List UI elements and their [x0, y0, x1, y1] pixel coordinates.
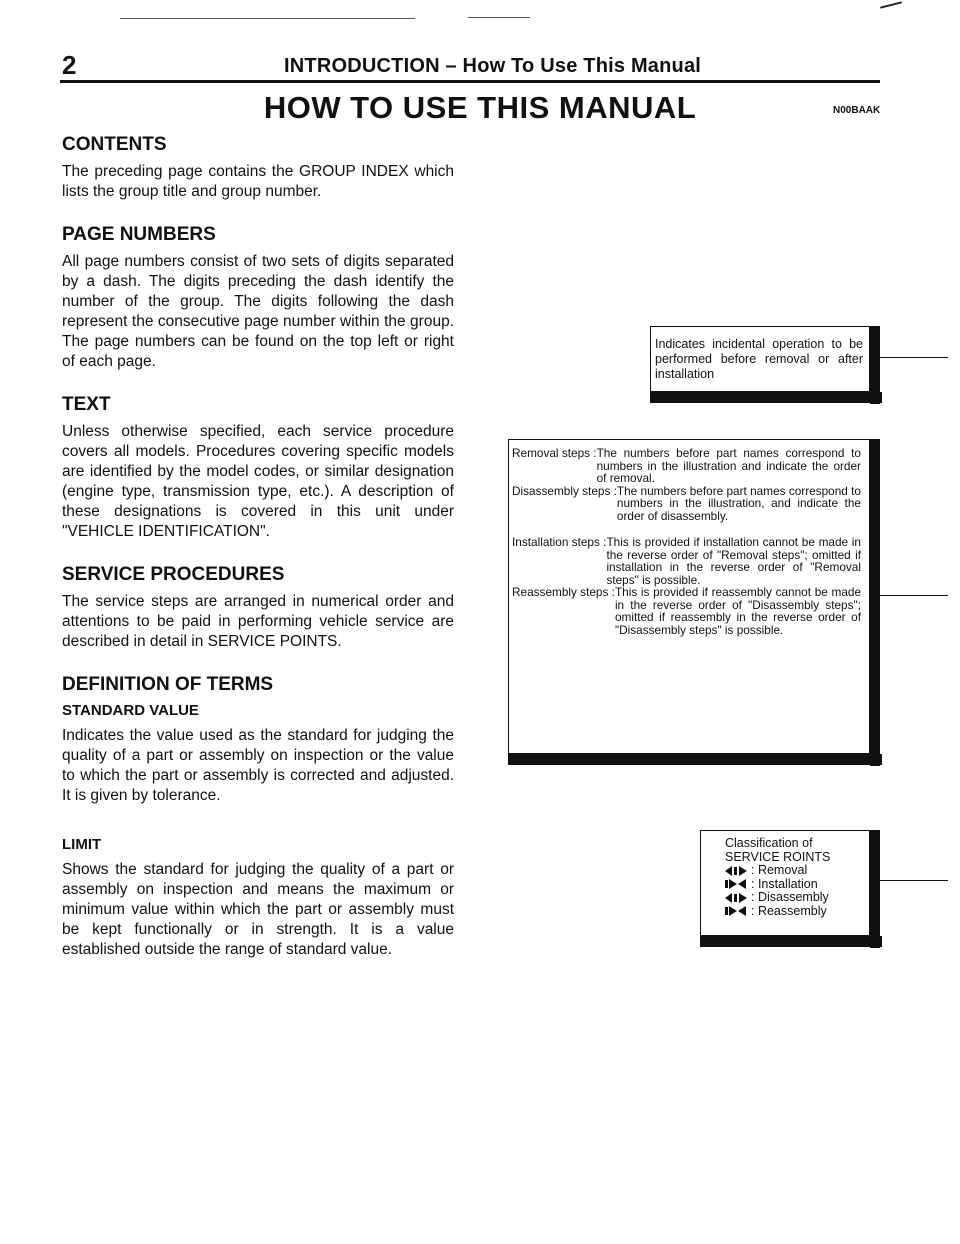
steps-list — [509, 440, 869, 636]
box-shadow — [700, 936, 882, 947]
step-label: Removal steps : — [512, 446, 597, 460]
box-shadow — [870, 439, 880, 766]
step-description: This is provided if installation cannot be made in the reverse order of "Removal steps"; omitted if installation in the reverse order of "Removal steps" is possible. — [606, 535, 861, 587]
running-head: INTRODUCTION – How To Use This Manual — [284, 55, 702, 77]
callout-incidental-operation — [650, 326, 870, 392]
box-shadow — [870, 830, 880, 948]
subsection-heading: STANDARD VALUE — [62, 702, 199, 719]
classification-item — [725, 905, 863, 919]
top-scan-line — [468, 17, 530, 18]
step-item — [512, 485, 861, 523]
callout-connector-line — [880, 595, 948, 596]
classification-label: : Reassembly — [751, 903, 827, 918]
main-text-column — [62, 134, 454, 982]
classification-title: Classification of — [725, 836, 813, 850]
section-heading: TEXT — [62, 394, 111, 415]
subsection-limit — [62, 836, 454, 960]
callout-service-steps — [508, 439, 870, 754]
subsection-body: Indicates the value used as the standard for judging the quality of a part or assembly on inspection or the value to which the part or assembly is corrected and adjusted. It is given by tolerance. — [62, 727, 454, 804]
step-label: Reassembly steps : — [512, 585, 615, 599]
classification-label: : Installation — [751, 876, 818, 891]
classification-item — [725, 878, 863, 892]
step-item — [512, 447, 861, 485]
document-code: N00BAAK — [833, 105, 881, 116]
scan-mark — [880, 1, 902, 8]
header-rule — [60, 80, 880, 83]
step-label: Disassembly steps : — [512, 483, 617, 498]
step-item — [512, 586, 861, 636]
classification-label: : Removal — [751, 863, 808, 877]
classification-item — [725, 864, 863, 878]
section-body: The preceding page contains the GROUP INDEX which lists the group title and group number. — [62, 163, 454, 200]
classification-legend — [701, 831, 869, 918]
box-shadow — [508, 754, 882, 765]
removal-arrows-icon — [725, 866, 751, 876]
step-description: The numbers before part names correspond to numbers in the illustration, and indicate the order of disassembly. — [616, 483, 861, 523]
page-number: 2 — [62, 50, 77, 80]
section-contents — [62, 134, 454, 202]
step-item — [512, 536, 861, 586]
callout-connector-line — [880, 357, 948, 358]
section-text — [62, 394, 454, 542]
classification-item — [725, 891, 863, 905]
subsection-heading: LIMIT — [62, 836, 102, 853]
section-definition-of-terms — [62, 674, 454, 960]
section-heading: SERVICE PROCEDURES — [62, 564, 285, 585]
section-heading: PAGE NUMBERS — [62, 224, 216, 245]
callout-text: Indicates incidental operation to be performed before removal or after installation — [655, 337, 863, 381]
classification-title: SERVICE ROINTS — [725, 849, 831, 864]
section-body: All page numbers consist of two sets of digits separated by a dash. The digits preceding the dash identify the number of the group. The digits following the dash represent the consecutive page number within the group. The page numbers can be found on the top left or right of each page. — [62, 253, 454, 370]
installation-arrows-icon — [725, 879, 751, 889]
page-title: HOW TO USE THIS MANUAL — [263, 90, 697, 125]
callout-classification — [700, 830, 870, 936]
section-heading: DEFINITION OF TERMS — [62, 674, 274, 695]
section-body: Unless otherwise specified, each service procedure covers all models. Procedures covering specific models are identified by the model codes, or similar designation (engine type, transmission type, etc.). A description of these designations is covered in this unit under "VEHICLE IDENTIFICATION". — [62, 423, 454, 540]
callout-connector-line — [880, 880, 948, 881]
top-scan-line — [120, 18, 415, 19]
section-heading: CONTENTS — [62, 134, 167, 155]
box-shadow — [650, 392, 882, 403]
subsection-body: Shows the standard for judging the quality of a part or assembly on inspection and means the maximum or minimum value within which the part or assembly must be kept functionally or in strength. It is a value established outside the range of standard value. — [62, 861, 454, 958]
step-description: This is provided if reassembly cannot be made in the reverse order of "Disassembly steps"; omitted if reassembly in the reverse order of "Disassembly steps" is possible. — [614, 585, 861, 637]
section-service-procedures — [62, 564, 454, 652]
section-body: The service steps are arranged in numerical order and attentions to be paid in performing vehicle service are described in detail in SERVICE POINTS. — [62, 593, 454, 650]
reassembly-arrows-icon — [725, 906, 751, 916]
step-label: Installation steps : — [512, 535, 607, 549]
step-description: The numbers before part names correspond to numbers in the illustration and indicate the order of removal. — [596, 446, 861, 485]
section-page-numbers — [62, 224, 454, 372]
disassembly-arrows-icon — [725, 893, 751, 903]
classification-label: : Disassembly — [751, 890, 829, 904]
subsection-standard-value — [62, 702, 454, 806]
